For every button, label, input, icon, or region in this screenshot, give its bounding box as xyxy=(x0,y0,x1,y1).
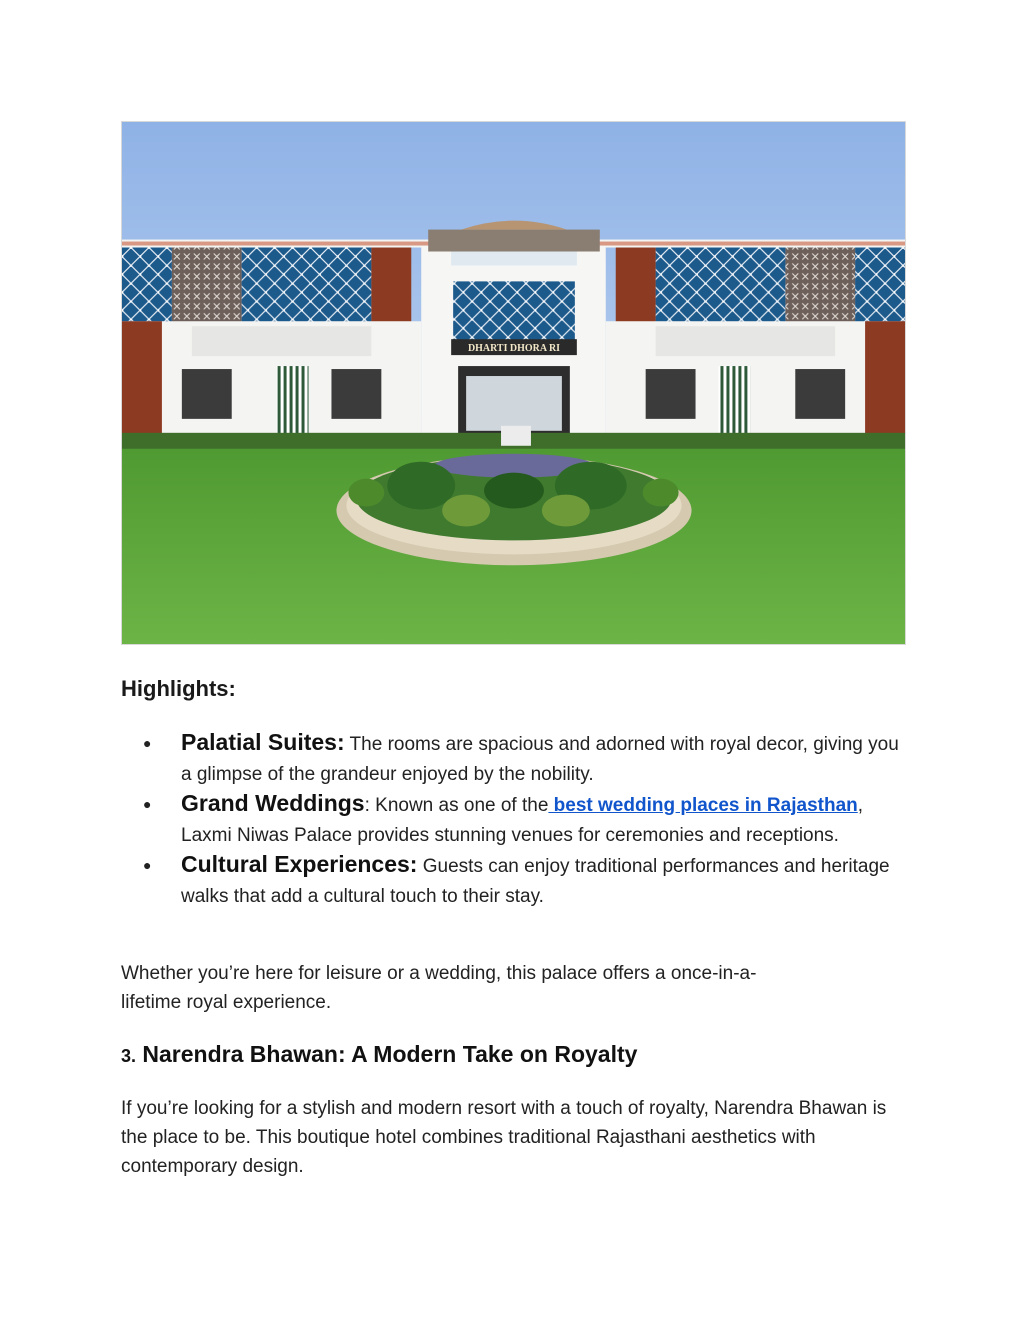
item-text: Guests can enjoy traditional performances and heritage walks that add a cultural touch to their stay. xyxy=(181,856,890,907)
list-item xyxy=(121,728,911,789)
item-text: The rooms are spacious and adorned with royal decor, giving you a glimpse of the grandeur enjoyed by the nobility. xyxy=(181,734,899,785)
section-title: Narendra Bhawan: A Modern Take on Royalty xyxy=(136,1041,638,1067)
hotel-photo xyxy=(121,121,906,645)
item-text: : Known as one of the xyxy=(364,795,549,816)
list-item xyxy=(121,789,911,850)
signboard-text: DHARTI DHORA RI xyxy=(467,343,561,355)
section-number: 3. xyxy=(121,1046,137,1066)
item-term: Palatial Suites: xyxy=(181,729,345,755)
paragraph: If you’re looking for a stylish and modern resort with a touch of royalty, Narendra Bhawan is the place to be. This boutique hotel combines traditional Rajasthani aesthetics with contemporary design. xyxy=(121,1098,887,1177)
hotel-facade-image xyxy=(122,122,905,644)
item-term: Grand Weddings xyxy=(181,790,365,816)
highlights-list xyxy=(121,728,911,911)
bullet-icon: ● xyxy=(143,796,152,812)
wedding-places-link[interactable]: best wedding places in Rajasthan xyxy=(548,795,858,816)
bullet-icon: ● xyxy=(143,857,152,873)
bullet-icon: ● xyxy=(143,735,152,751)
highlights-heading: Highlights: xyxy=(121,676,236,701)
item-text: , Laxmi Niwas Palace provides stunning venues for ceremonies and receptions. xyxy=(181,795,864,846)
paragraph: Whether you’re here for leisure or a wedding, this palace offers a once-in-a-lifetime royal experience. xyxy=(121,963,757,1013)
item-term: Cultural Experiences: xyxy=(181,851,418,877)
section-heading xyxy=(121,1041,637,1068)
list-item xyxy=(121,850,911,911)
